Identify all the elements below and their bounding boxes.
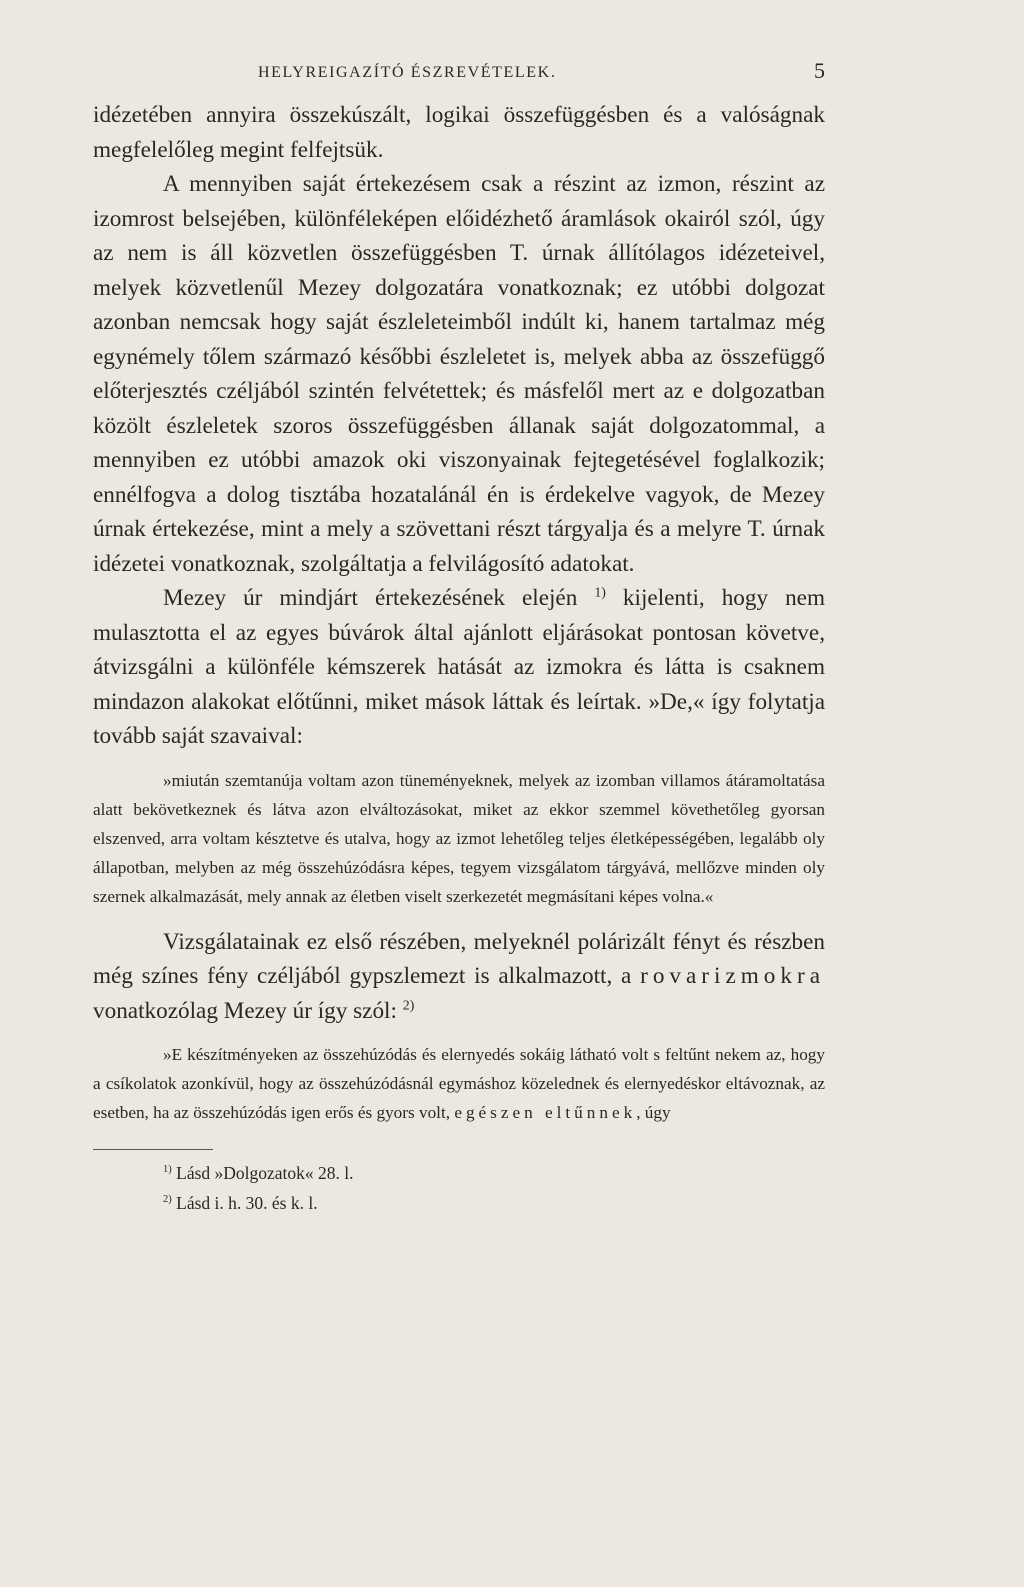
paragraph-4-spaced-word: rovarizmokra [640, 963, 825, 989]
paragraph-4-text-b: vonatkozólag Mezey úr így szól: [93, 997, 403, 1024]
quote-2-spaced-words: egészen eltűnnek [454, 1103, 637, 1122]
footnote-2 [163, 1188, 825, 1218]
quote-2-text-b: , úgy [636, 1103, 671, 1122]
paragraph-2: A mennyiben saját értekezésem csak a részint az izmon, részint az izomrost belsejében, különféleképen előidézhető áramlások okairól szól, úgy az nem is áll közvetlen összefüggésben T. úrnak állítólagos idézeteivel, melyek közvetlenűl Mezey dolgozatára vonatkoznak; ez utóbbi dolgozat azonban nemcsak hogy saját észleleteimből indúlt ki, hanem tartalmaz még egynémely tőlem származó későbbi észleletet is, melyek abba az összefüggő előterjesztés czéljából szintén felvétettek; és másfelől mert az e dolgozatban közölt észleletek szoros összefüggésben állanak saját dolgozatommal, a mennyiben ez utóbbi amazok oki viszonyainak fejtegetésével foglalkozik; ennélfogva a dolog tisztába hozatalánál én is érdekelve vagyok, de Mezey úrnak értekezése, mint a mely a szövettani részt tárgyalja és a melyre T. úrnak idézetei vonatkoznak, szolgáltatja a felvilágosító adatokat. [93, 171, 825, 577]
footnote-ref-1: 1) [594, 585, 606, 601]
body-text [93, 98, 825, 1127]
footnote-ref-2: 2) [402, 997, 415, 1013]
paragraph-3 [93, 581, 825, 754]
footnotes [163, 1158, 825, 1218]
block-quote-2 [93, 1040, 825, 1127]
footnote-2-text: Lásd i. h. 30. és k. l. [171, 1193, 318, 1213]
paragraph-3-text-b: kijelenti, hogy nem mulasztotta el az egyes búvárok által ajánlott eljárásokat pontosan követve, átvizsgálni a különféle kémszerek hatását az izmokra és látta is csaknem mindazon alakokat előtűnni, miket mások láttak és leírtak. »De,« így folytatja tovább saját szavaival: [93, 585, 825, 749]
footnote-1 [163, 1158, 825, 1188]
running-head [93, 58, 825, 98]
paragraph-4-text-a: Vizsgálatainak ez első részében, melyeknél polárizált fényt és részben még színes fény czéljából gypszlemezt is alkalmazott, a [93, 928, 825, 989]
page-content [93, 58, 825, 1218]
quote-2-text-a: »E készítményeken az összehúzódás és elernyedés sokáig látható volt s feltűnt nekem az, hogy a csíkolatok azonkívül, hogy az összehúzódásnál egymáshoz közelednek és elernyedéskor eltávoznak, az esetben, ha az összehúzódás igen erős és gyors volt, [93, 1045, 825, 1122]
quote-1-text: »miután szemtanúja voltam azon tüneményeknek, melyek az izomban villamos átáramoltatása alatt bekövetkeznek és látva azon elváltozásokat, miket az ekkor szemmel követhetőleg gyorsan elszenved, arra voltam késztetve és utalva, hogy az izmot lehetőleg teljes életképességében, legalább oly állapotban, melyben az még összehúzódásra képes, tegyem vizsgálatom tárgyává, mellőzve minden oly szernek alkalmazását, mely annak az életben viselt szerkezetét megmásítani képes volna.« [93, 770, 825, 906]
page-number: 5 [814, 58, 825, 83]
paragraph-4 [93, 925, 825, 1029]
footnote-2-mark: 2) [163, 1194, 172, 1206]
quote-2-text [93, 1040, 825, 1127]
running-title: HELYREIGAZÍTÓ ÉSZREVÉTELEK. [258, 64, 557, 81]
footnote-1-text: Lásd »Dolgozatok« 28. l. [171, 1163, 354, 1183]
footnote-divider [93, 1149, 213, 1150]
footnote-1-mark: 1) [163, 1164, 172, 1176]
paragraph-1: idézetében annyira összekúszált, logikai összefüggésben és a valóságnak megfelelőleg megint felfejtsük. [93, 102, 825, 163]
paragraph-3-text-a: Mezey úr mindjárt értekezésének elején [163, 585, 595, 611]
block-quote-1 [93, 766, 825, 911]
